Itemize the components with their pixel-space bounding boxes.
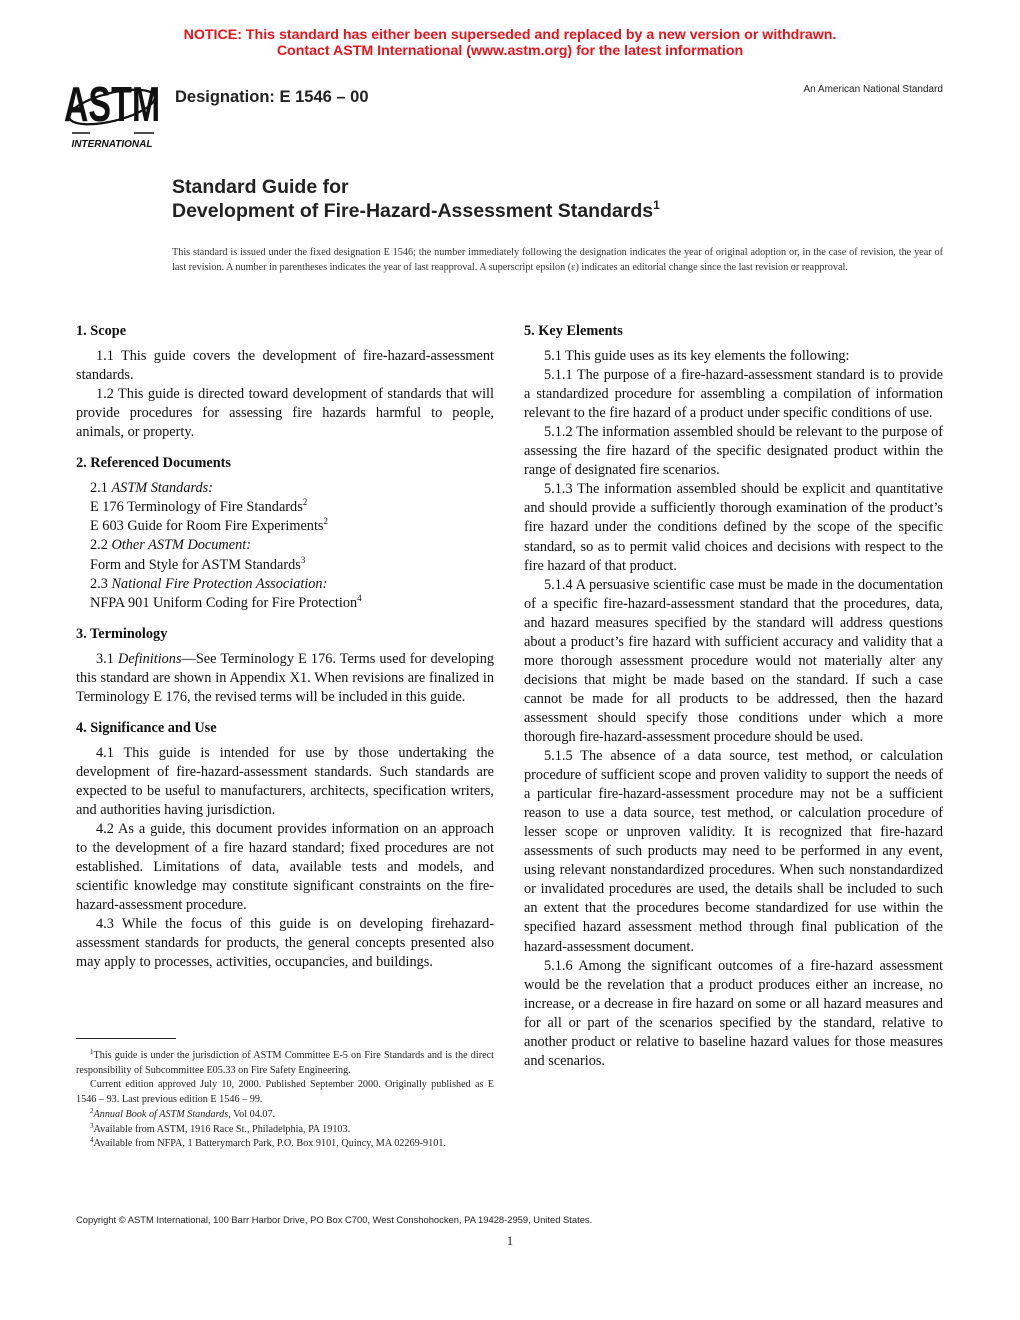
left-column: [76, 322, 494, 972]
paragraph-1-1: 1.1 This guide covers the development of fire-hazard-assessment standards.: [76, 348, 494, 384]
withdrawn-notice: [0, 27, 1020, 59]
american-national-standard-label: An American National Standard: [803, 84, 943, 95]
paragraph-5-1-3: 5.1.3 The information assembled should be explicit and quantitative and should provide a sufficiently thorough examination of the product’s fire hazard under the conditions defined by the scope of the specific standard, so as to permit valid choices and decisions with respect to the fire hazard of that product.: [524, 481, 943, 574]
footnote-4: $^4$Available from NFPA, 1 Batterymarch Park, P.O. Box 9101, Quincy, MA 02269-9101.: [90, 1136, 446, 1150]
footnote-3: $^3$Available from ASTM, 1916 Race St., Philadelphia, PA 19103.: [90, 1121, 351, 1135]
paragraph-4-3: 4.3 While the focus of this guide is on developing firehazard-assessment standards for products, the general concepts presented also may apply to processes, activities, occupancies, and buildings.: [76, 916, 494, 971]
paragraph-5-1-2: 5.1.2 The information assembled should be relevant to the purpose of assessing the fire hazard of the specific designated product within the range of designated fire scenarios.: [524, 424, 943, 479]
footnote-2: $^2$Annual Book of ASTM Standards, Vol 04.07.: [90, 1106, 276, 1120]
ref-form-and-style: Form and Style for ASTM Standards$^3$: [90, 554, 306, 573]
ref-e603: E 603 Guide for Room Fire Experiments$^2$: [90, 516, 328, 535]
title-line-1: Standard Guide for: [172, 176, 349, 198]
ref-nfpa-901: NFPA 901 Uniform Coding for Fire Protection$^4$: [90, 592, 362, 611]
section-heading-referenced-documents: 2. Referenced Documents: [76, 455, 231, 472]
ref-other-astm-label: 2.2 Other ASTM Document:: [90, 537, 251, 554]
footnote-1: $^1$This guide is under the jurisdiction of ASTM Committee E-5 on Fire Standards and is the direct responsibility of Subcommittee E05.33 on Fire Safety Engineering.: [76, 1048, 494, 1076]
notice-line-2: Contact ASTM International (www.astm.org) for the latest information: [276, 43, 744, 59]
issued-note: This standard is issued under the fixed designation E 1546; the number immediately following the designation indicates the year of original adoption or, in the case of revision, the year of last revision. A number in parentheses indicates the year of last reapproval. A superscript epsilon (ε) indicates an editorial change since the last revision or reapproval.: [172, 247, 943, 273]
paragraph-5-1: 5.1 This guide uses as its key elements the following:: [544, 348, 850, 365]
paragraph-1-2: 1.2 This guide is directed toward development of standards that will provide procedures for assessing fire hazards harmful to people, animals, or property.: [76, 386, 494, 441]
astm-international-logo: [64, 73, 164, 153]
paragraph-4-2: 4.2 As a guide, this document provides information on an approach to the development of a fire hazard standard; fixed procedures are not established. Limitations of data, available tests and models, and scientific knowledge may constitute significant constraints on the fire-hazard-assessment procedure.: [76, 821, 494, 914]
right-column: [524, 322, 943, 1071]
section-heading-scope: 1. Scope: [76, 323, 127, 339]
copyright-line: Copyright © ASTM International, 100 Barr Harbor Drive, PO Box C700, West Conshohocken, PA 19428-2959, United States.: [76, 1214, 593, 1225]
section-heading-key-elements: 5. Key Elements: [524, 323, 623, 339]
title-line-2: Development of Fire-Hazard-Assessment Standards$^1$: [172, 198, 660, 222]
paragraph-5-1-4: 5.1.4 A persuasive scientific case must be made in the documentation of a specific fire-hazard-assessment standard that the procedures, data, and hazard measures specified by the standard will address questions about a product’s fire hazard with sufficient accuracy and validity that a more thorough assessment procedure would not materially alter any decisions that might be made based on the standard. If such a case cannot be made for all products to be addressed, then the hazard assessment should specify those conditions under which a more thorough fire-hazard-assessment procedure should be used.: [524, 576, 943, 745]
paragraph-4-1: 4.1 This guide is intended for use by those undertaking the development of fire-hazard-assessment standards. Such standards are expected to be useful to manufacturers, architects, specification writers, and authorities having jurisdiction.: [76, 744, 494, 819]
page-number: 1: [506, 1233, 514, 1248]
section-heading-terminology: 3. Terminology: [76, 625, 168, 642]
paragraph-5-1-5: 5.1.5 The absence of a data source, test method, or calculation procedure of sufficient scope and proven validity to support the needs of a particular fire-hazard-assessment procedure may not be a sufficient reason to use a data source, test method, or calculation procedure of lesser scope or unproven validity. It is recognized that fire-hazard assessments of such products may need to be performed in any event, using relevant nonstandardized procedures. When such nonstandardized or invalidated procedures are used, the details shall be included to such an extent that the procedures become standardized for use within the specified hazard assessment method through final publication of the hazard-assessment document.: [524, 748, 943, 955]
paragraph-5-1-1: 5.1.1 The purpose of a fire-hazard-assessment standard is to provide a standardized procedure for assembling a compilation of information relevant to the fire hazard of a product under specific conditions of use.: [524, 367, 943, 422]
footnote-divider: [76, 1038, 176, 1039]
ref-astm-standards-label: 2.1 ASTM Standards:: [90, 480, 213, 497]
paragraph-5-1-6: 5.1.6 Among the significant outcomes of a fire-hazard assessment would be the revelation that a product produces either an increase, no increase, or a decrease in fire hazard on some or all hazard measures and for all or part of the scenarios specified by the standard, relative to another product or relative to baseline hazard values for those measures and scenarios.: [524, 957, 943, 1069]
ref-e176: E 176 Terminology of Fire Standards$^2$: [90, 497, 308, 516]
section-heading-significance: 4. Significance and Use: [76, 719, 217, 736]
footnote-1-edition: Current edition approved July 10, 2000. Published September 2000. Originally published as E 1546 – 93. Last previous edition E 1546 – 99.: [76, 1079, 494, 1106]
document-title: [172, 175, 660, 223]
designation: Designation: E 1546 – 00: [175, 88, 369, 106]
svg-text:ASTM: ASTM: [64, 76, 161, 132]
svg-text:INTERNATIONAL: INTERNATIONAL: [71, 139, 153, 150]
notice-line-1: NOTICE: This standard has either been superseded and replaced by a new version or withdrawn.: [183, 27, 837, 43]
title-footnote-ref[interactable]: 1: [653, 198, 660, 212]
footnotes: [76, 1049, 494, 1152]
astm-logo-icon: [64, 73, 164, 153]
paragraph-3-1: 3.1 Definitions—See Terminology E 176. Terms used for developing this standard are shown in Appendix X1. When revisions are finalized in Terminology E 176, the revised terms will be included in this guide.: [76, 650, 494, 705]
ref-nfpa-label: 2.3 National Fire Protection Association:: [90, 575, 328, 592]
